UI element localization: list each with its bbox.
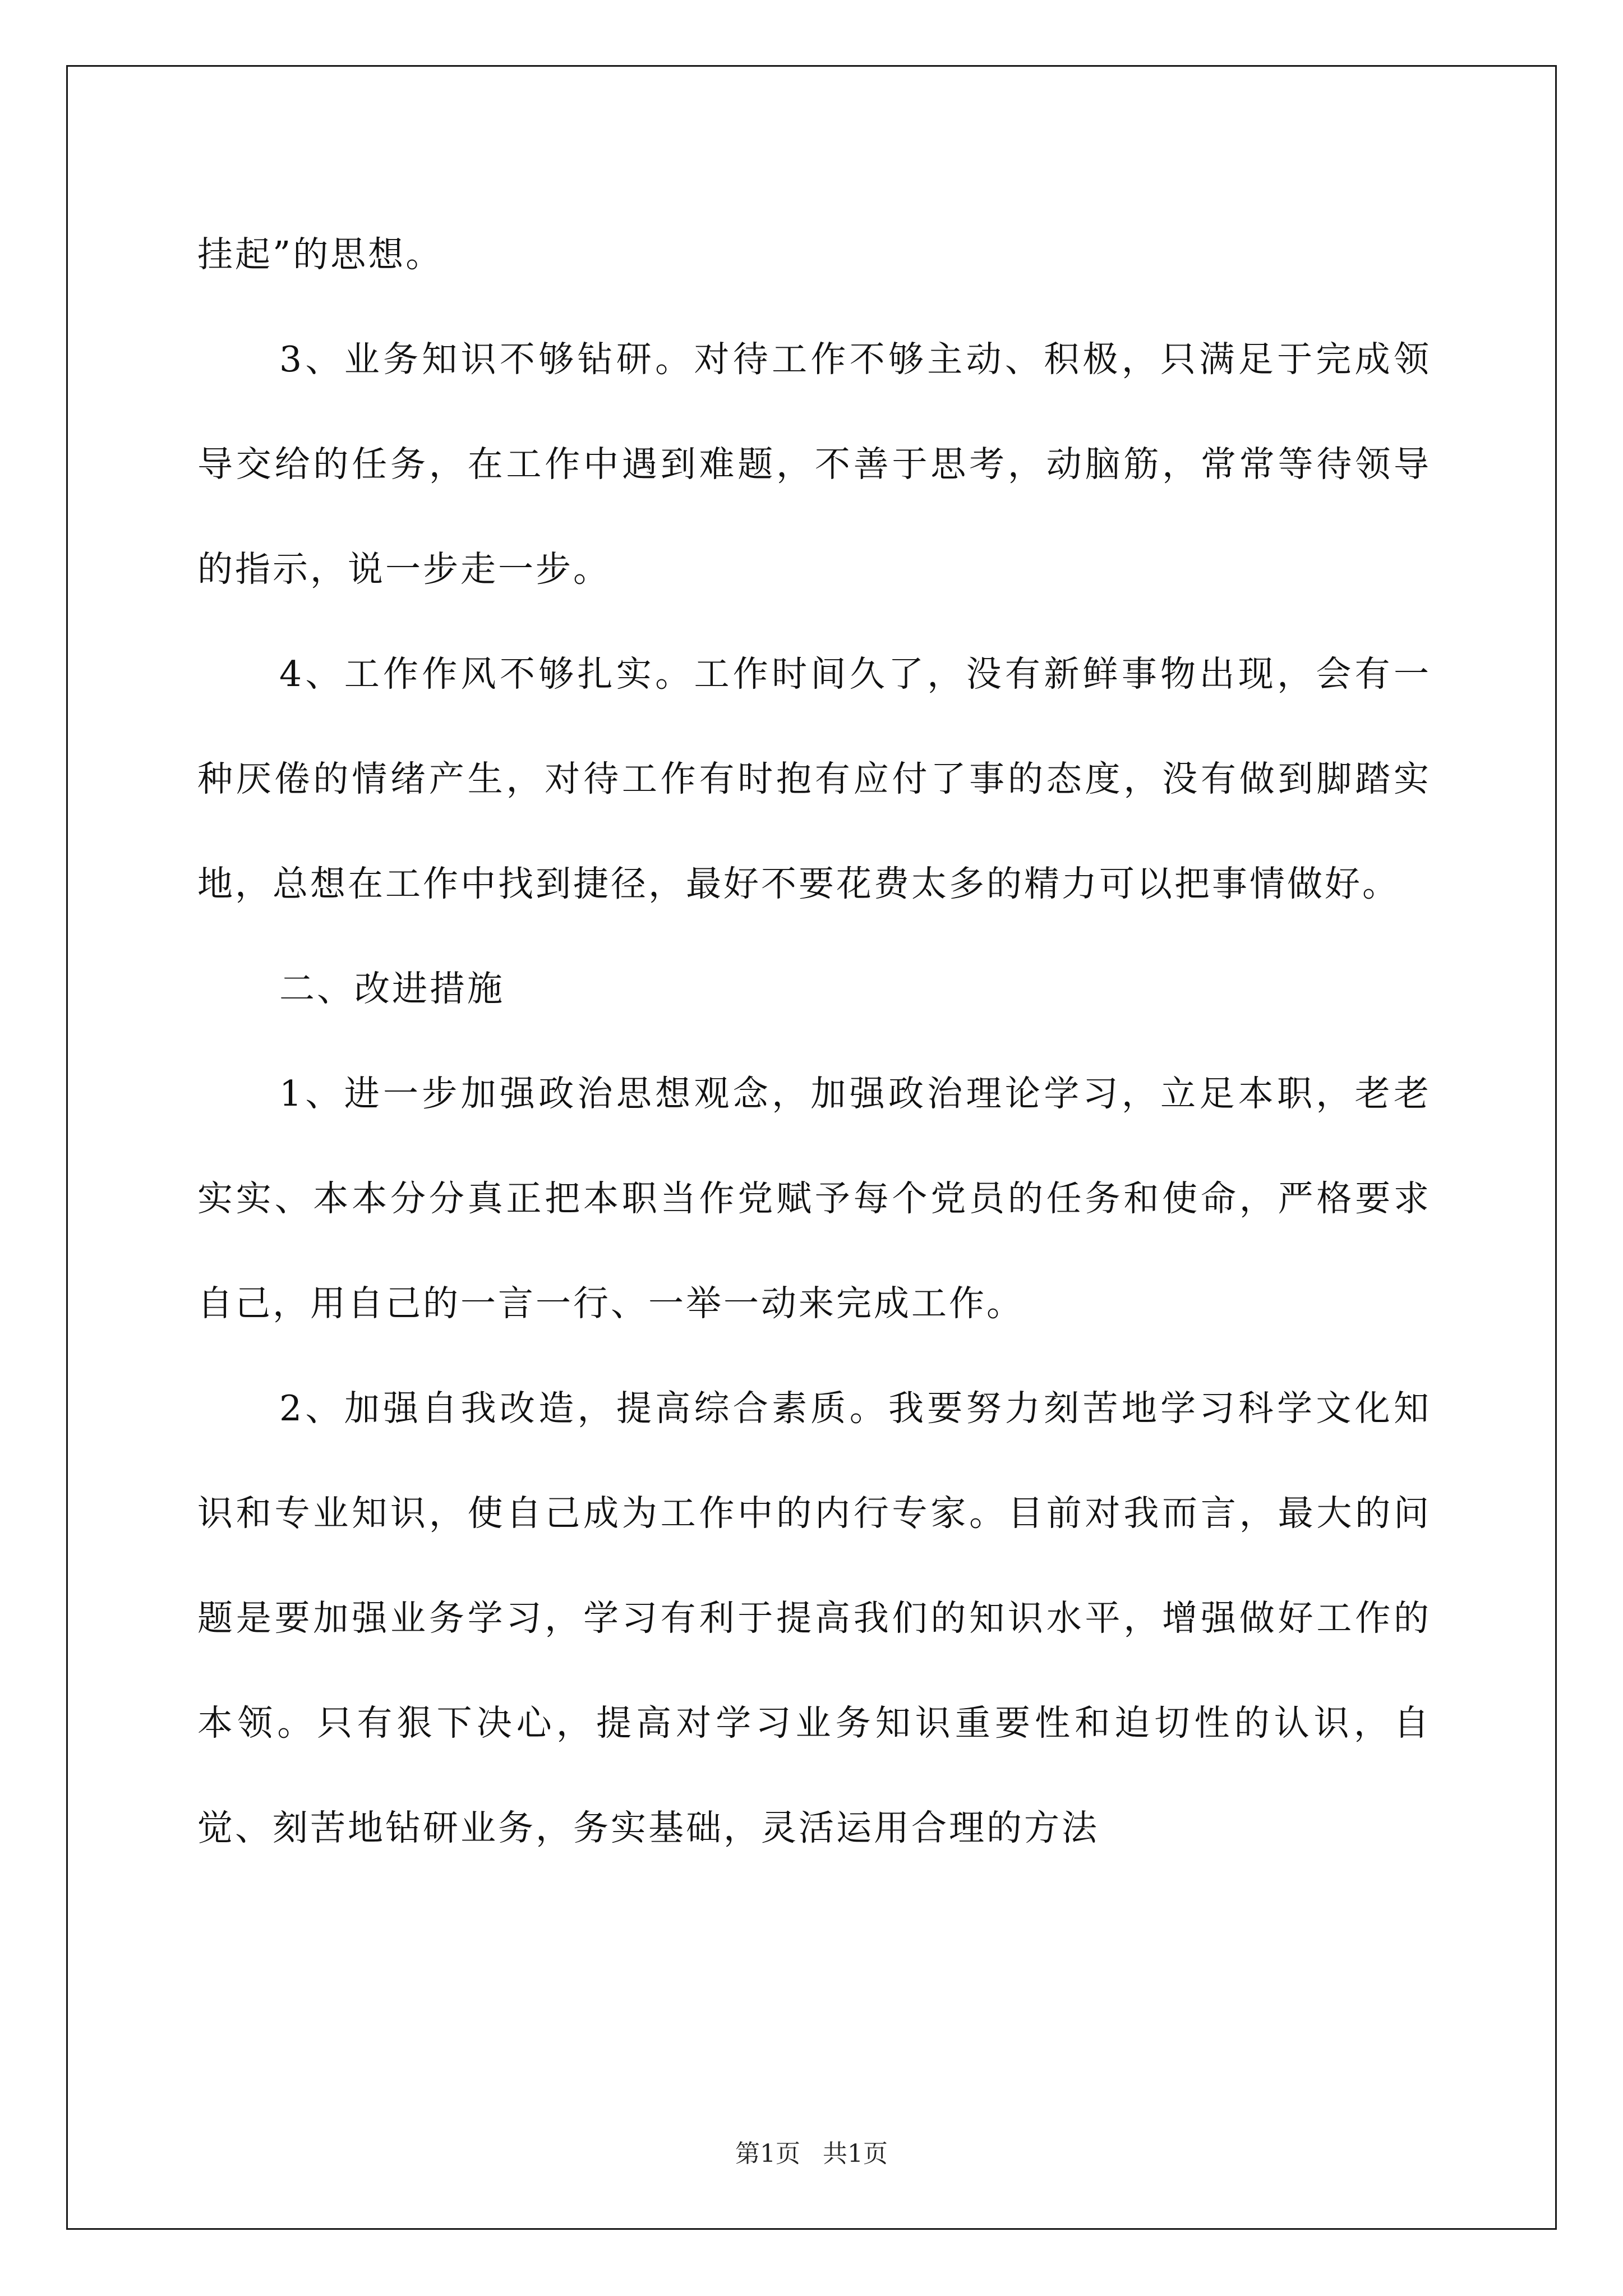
paragraph-continuation: 挂起”的思想。 (197, 234, 444, 275)
document-body (197, 202, 1431, 1880)
section-heading-improvements: 二、改进措施 (279, 968, 505, 1009)
paragraph-item-3: 3、业务知识不够钻研。对待工作不够主动、积极，只满足于完成领导交给的任务，在工作中遇到难题，不善于思考，动脑筋，常常等待领导的指示，说一步走一步。 (197, 339, 1431, 590)
paragraph-item-4: 4、工作作风不够扎实。工作时间久了，没有新鲜事物出现，会有一种厌倦的情绪产生，对待工作有时抱有应付了事的态度，没有做到脚踏实地，总想在工作中找到捷径，最好不要花费太多的精力可以把事情做好。 (197, 654, 1431, 904)
page-number-current: 第1页 (735, 2139, 800, 2168)
page-number-total: 共1页 (823, 2139, 888, 2168)
paragraph-measure-1: 1、进一步加强政治思想观念，加强政治理论学习，立足本职，老老实实、本本分分真正把本职当作党赋予每个党员的任务和使命，严格要求自己，用自己的一言一行、一举一动来完成工作。 (197, 1073, 1431, 1324)
page-footer (0, 2137, 1623, 2171)
paragraph-measure-2: 2、加强自我改造，提高综合素质。我要努力刻苦地学习科学文化知识和专业知识，使自己成为工作中的内行专家。目前对我而言，最大的问题是要加强业务学习，学习有利于提高我们的知识水平，增强做好工作的本领。只有狠下决心，提高对学习业务知识重要性和迫切性的认识，自觉、刻苦地钻研业务，务实基础，灵活运用合理的方法 (197, 1388, 1431, 1848)
